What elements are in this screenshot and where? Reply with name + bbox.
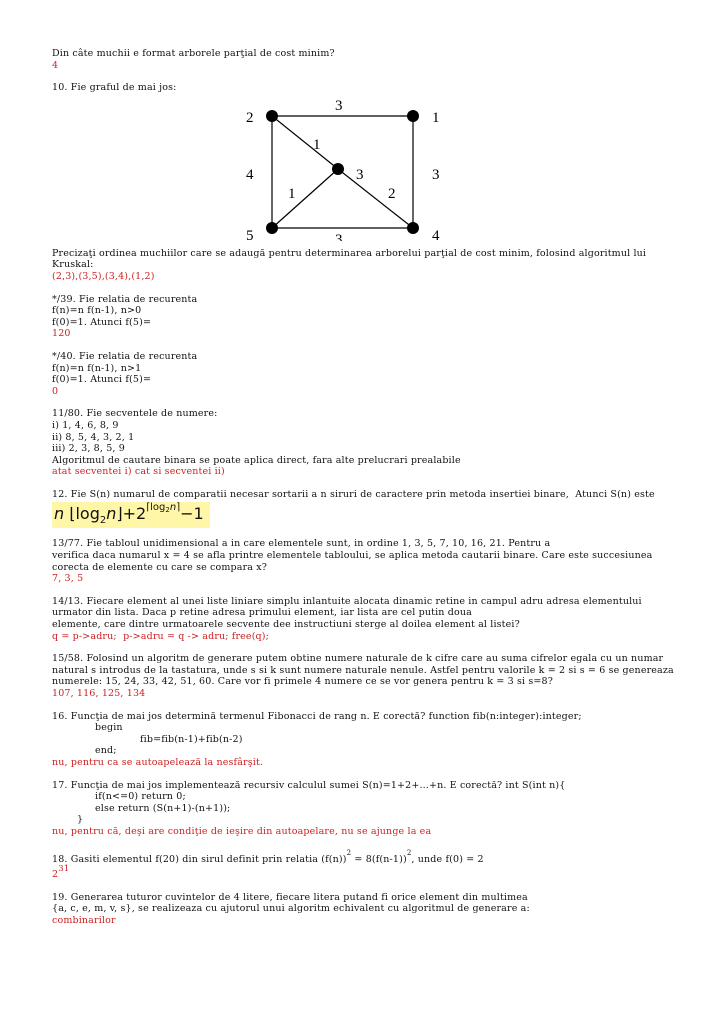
question-text: 19. Generarea tuturor cuvintelor de 4 litere, fiecare litera putand fi orice element din multimea [52, 891, 528, 903]
question-text: 16. Funcţia de mai jos determină termenul Fibonacci de rang n. E corectă? function fib(n:integer):integer; [52, 710, 582, 722]
question-text: ii) 8, 5, 4, 3, 2, 1 [52, 431, 135, 443]
question-text: */39. Fie relatia de recurenta [52, 293, 198, 305]
code-line: end; [95, 745, 117, 757]
edge-label: 4 [246, 166, 254, 183]
answer-text: 107, 116, 125, 134 [52, 688, 146, 699]
answer-text: q = p->adru; p->adru = q -> adru; free(q); [52, 630, 269, 642]
question-text: 11/80. Fie secventele de numere: [52, 408, 218, 420]
question-text: f(n)=n f(n-1), n>1 [52, 362, 142, 374]
code-line: fib=fib(n-1)+fib(n-2) [140, 733, 243, 745]
question-text: {a, c, e, m, v, s}, se realizeaza cu ajutorul unui algoritm echivalent cu algoritmul de generare a: [52, 903, 530, 915]
graph-edge [338, 166, 413, 228]
answer-text: (2,3),(3,5),(3,4),(1,2) [52, 270, 155, 282]
question-text: natural s introdus de la tastatura, unde s si k sunt numere naturale nenule. Astfel pentru valorile k = 2 si s = 6 se genereaza [52, 664, 674, 676]
question-text: numerele: 15, 24, 33, 42, 51, 60. Care vor fi primele 4 numere ce se vor genera pentru k = 3 si s=8? [52, 676, 553, 688]
edge-label: 3 [335, 231, 343, 241]
question-text: i) 1, 4, 6, 8, 9 [52, 419, 119, 431]
question-text: iii) 2, 3, 8, 5, 9 [52, 443, 125, 455]
question-text: Algoritmul de cautare binara se poate aplica direct, fara alte prelucrari prealabile [52, 454, 461, 466]
code-line: if(n<=0) return 0; [95, 791, 186, 803]
graph-edge [272, 116, 338, 169]
graph-node [332, 163, 344, 175]
question-text: f(0)=1. Atunci f(5)= [52, 374, 152, 386]
question-text: Din câte muchii e format arborele parţial de cost minim? [52, 48, 335, 59]
question-text: urmator din lista. Daca p retine adresa primului element, iar lista are cel putin doua [52, 607, 472, 619]
node-label: 5 [246, 227, 254, 241]
question-text: f(n)=n f(n-1), n>0 [52, 305, 142, 317]
edge-label: 3 [356, 166, 364, 183]
question-text: 18. Gasiti elementul f(20) din sirul definit prin relatia $(f(n))^2 = 8(f(n-1))^2$, unde f(0) = 2 [52, 848, 484, 865]
question-text: verifica daca numarul x = 4 se afla printre elementele tabloului, se aplica metoda cautarii binare. Care este succesiunea [52, 550, 653, 562]
node-label: 2 [246, 109, 254, 126]
graph-node [407, 110, 419, 122]
edge-label: 3 [335, 97, 343, 114]
graph-edge [272, 169, 338, 228]
answer-text: 4 [52, 59, 59, 71]
edge-label: 2 [388, 185, 396, 202]
question-text: 15/58. Folosind un algoritm de generare putem obtine numere naturale de k cifre care au suma cifrelor egala cu un numar [52, 653, 664, 665]
answer-text: nu, pentru că, deşi are condiţie de ieşire din autoapelare, nu se ajunge la ea [52, 825, 432, 837]
question-text: 12. Fie S(n) numarul de comparatii necesar sortarii a n siruri de caractere prin metoda insertiei binare, Atunci S(n) este [52, 488, 655, 500]
graph-figure [237, 96, 467, 241]
code-line: else return (S(n+1)-(n+1)); [95, 802, 231, 814]
document-page [52, 48, 692, 927]
question-text: */40. Fie relatia de recurenta [52, 350, 198, 362]
question-text: elemente, care dintre urmatoarele secvente dee instructiuni sterge al doilea element al listei? [52, 619, 520, 631]
edge-label: 1 [288, 185, 296, 202]
answer-text: atat secventei i) cat si secventei ii) [52, 466, 225, 478]
question-text: corecta de elemente cu care se compara x? [52, 561, 268, 573]
formula-answer: n $⌊\log_2n⌋+2^{⌈log_2n⌉}-1$ [52, 502, 210, 528]
answer-text: nu, pentru ca se autoapelează la nesfârşit. [52, 756, 264, 768]
question-text: Kruskal: [52, 259, 94, 271]
answer-text: 120 [52, 328, 71, 340]
node-label: 4 [432, 227, 440, 241]
edge-label: 1 [313, 136, 321, 153]
question-text: 14/13. Fiecare element al unei liste liniare simplu inlantuite alocata dinamic retine in campul adru adresa elementului [52, 595, 642, 607]
code-line: } [77, 814, 84, 826]
code-line: begin [95, 722, 123, 734]
graph-node [266, 222, 278, 234]
graph-node [266, 110, 278, 122]
node-label: 1 [432, 109, 440, 126]
answer-text: 7, 3, 5 [52, 573, 84, 585]
question-text: f(0)=1. Atunci f(5)= [52, 316, 152, 328]
graph-node [407, 222, 419, 234]
answer-text: combinarilor [52, 914, 116, 926]
question-text: 17. Funcţia de mai jos implementează recursiv calculul sumei S(n)=1+2+...+n. E corectă? int S(int n){ [52, 779, 566, 791]
question-title: 10. Fie graful de mai jos: [52, 82, 177, 94]
answer-text: 0 [52, 385, 59, 397]
answer-text: 231 [52, 864, 70, 881]
question-text: Precizaţi ordinea muchiilor care se adaugă pentru determinarea arborelui parţial de cost minim, folosind algoritmul lui [52, 247, 647, 259]
question-text: 13/77. Fie tabloul unidimensional a in care elementele sunt, in ordine 1, 3, 5, 7, 10, 16, 21. Pentru a [52, 538, 551, 550]
edge-label: 3 [432, 166, 440, 183]
